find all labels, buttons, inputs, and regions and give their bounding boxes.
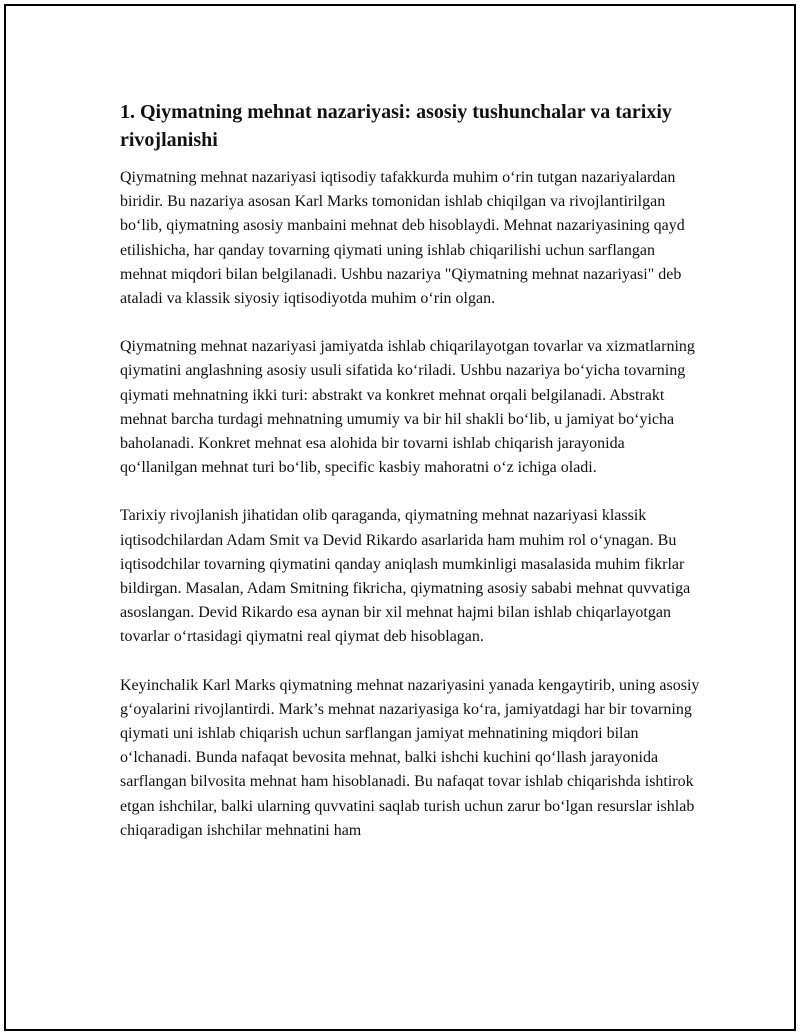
- paragraph-2: Qiymatning mehnat nazariyasi jamiyatda ishlab chiqarilayotgan tovarlar va xizmatlarning qiymatini anglashning asosiy usuli sifatida ko‘riladi. Ushbu nazariya bo‘yicha tovarning qiymati mehnatning ikki turi: abstrakt va konkret mehnat orqali belgilanadi. Abstrakt mehnat barcha turdagi mehnatning umumiy va bir hil shakli bo‘lib, u jamiyat bo‘yicha baholanadi. Konkret mehnat esa alohida bir tovarni ishlab chiqarish jarayonida qo‘llanilgan mehnat turi bo‘lib, specific kasbiy mahoratni o‘z ichiga oladi.: [120, 338, 695, 477]
- page-frame: [4, 4, 796, 1031]
- paragraph-3: Tarixiy rivojlanish jihatidan olib qaraganda, qiymatning mehnat nazariyasi klassik iqtisodchilardan Adam Smit va Devid Rikardo asarlarida ham muhim rol o‘ynagan. Bu iqtisodchilar tovarning qiymatini qanday aniqlash mumkinligi masalasida muhim fikrlar bildirgan. Masalan, Adam Smitning fikricha, qiymatning asosiy sababi mehnat quvvatiga asoslangan. Devid Rikardo esa aynan bir xil mehnat hajmi bilan ishlab chiqarlayotgan tovarlar o‘rtasidagi qiymatni real qiymat deb hisoblagan.: [120, 507, 691, 646]
- section-heading: 1. Qiymatning mehnat nazariyasi: asosiy tushunchalar va tarixiy rivojlanishi: [120, 101, 672, 151]
- document-body: [120, 98, 700, 867]
- paragraph-4: Keyinchalik Karl Marks qiymatning mehnat nazariyasini yanada kengaytirib, uning asosiy g‘oyalarini rivojlantirdi. Mark’s mehnat nazariyasiga ko‘ra, jamiyatdagi har bir tovarning qiymati uni ishlab chiqarish uchun sarflangan jamiyat mehnatining miqdori bilan o‘lchanadi. Bunda nafaqat bevosita mehnat, balki ishchi kuchini qo‘llash jarayonida sarflangan bilvosita mehnat ham hisoblanadi. Bu nafaqat tovar ishlab chiqarishda ishtirok etgan ishchilar, balki ularning quvvatini saqlab turish uchun zarur bo‘lgan resurslar ishlab chiqaradigan ishchilar mehnatini ham: [120, 676, 700, 839]
- paragraph-1: Qiymatning mehnat nazariyasi iqtisodiy tafakkurda muhim o‘rin tutgan nazariyalardan biridir. Bu nazariya asosan Karl Marks tomonidan ishlab chiqilgan va rivojlantirilgan bo‘lib, qiymatning asosiy manbaini mehnat deb hisoblaydi. Mehnat nazariyasining qayd etilishicha, har qanday tovarning qiymati uning ishlab chiqarilishi uchun sarflangan mehnat miqdori bilan belgilanadi. Ushbu nazariya "Qiymatning mehnat nazariyasi" deb ataladi va klassik siyosiy iqtisodiyotda muhim o‘rin olgan.: [120, 169, 685, 308]
